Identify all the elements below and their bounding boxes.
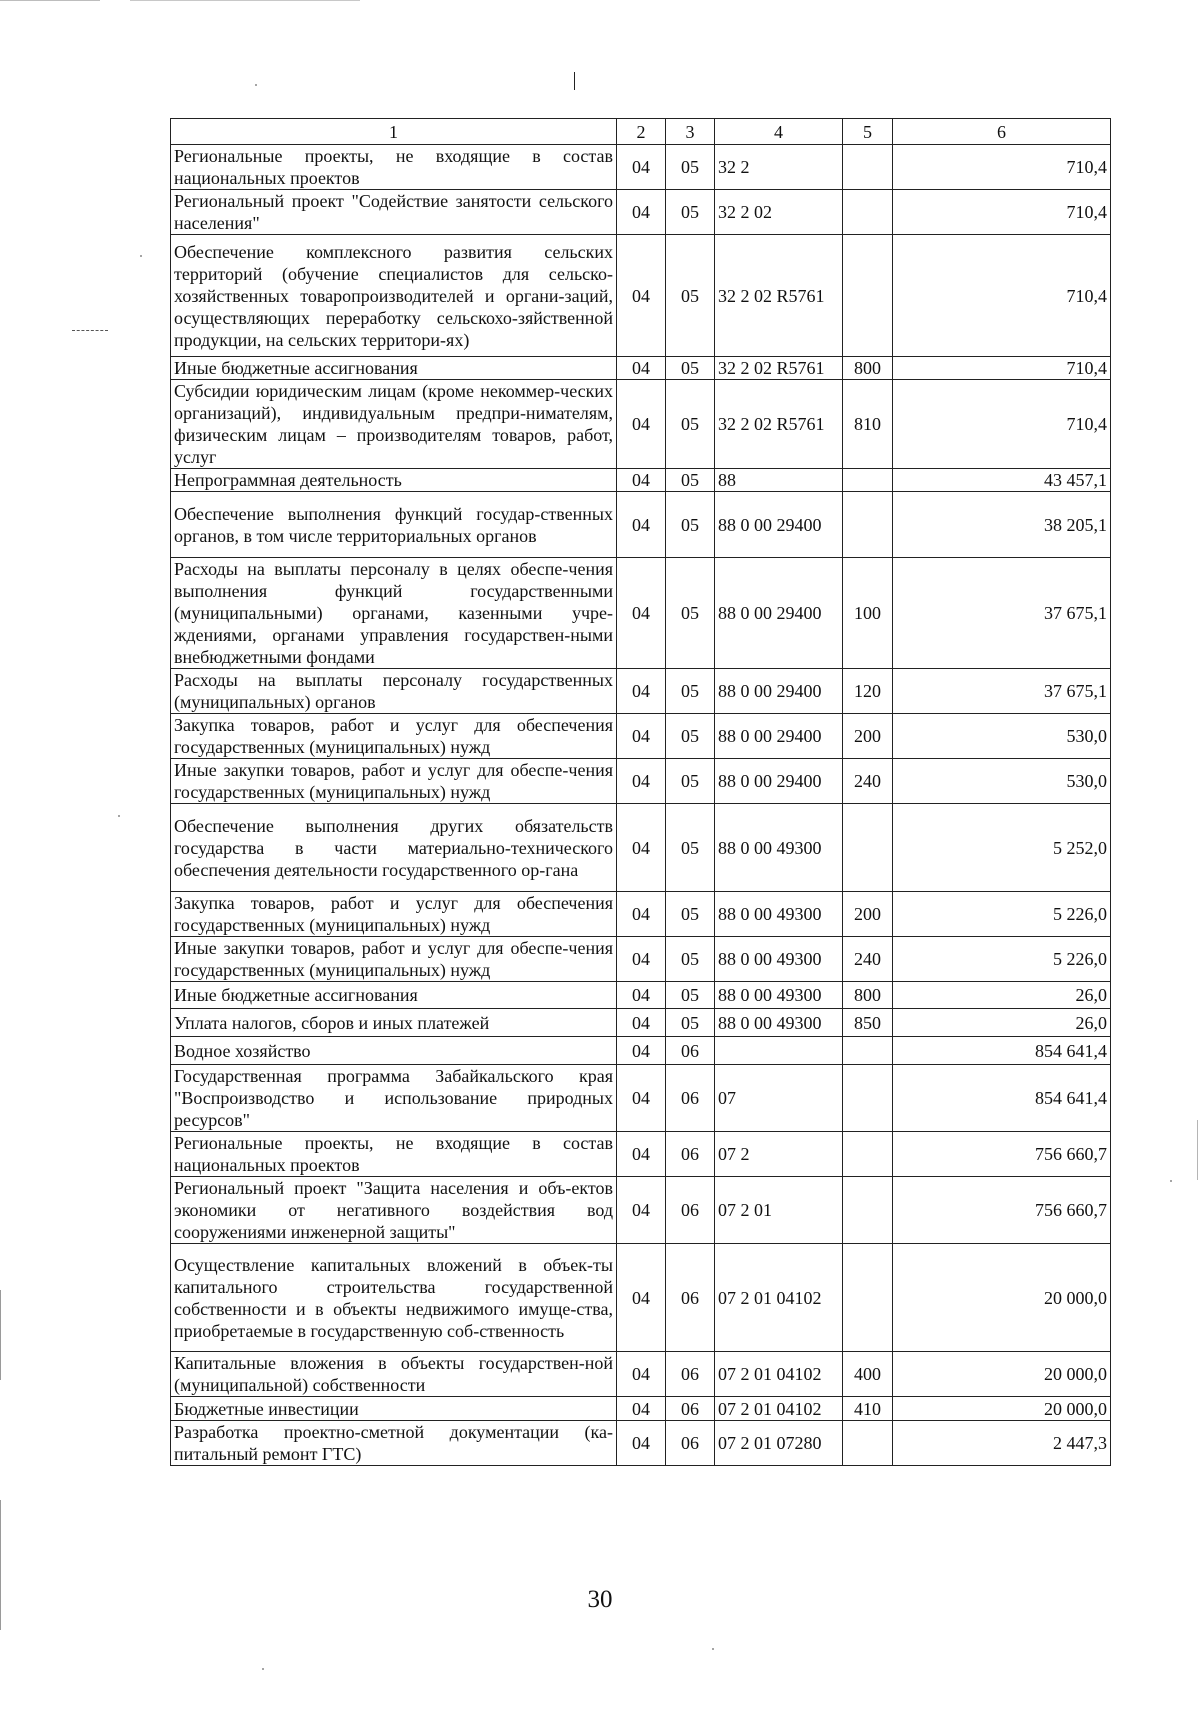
row-amount: 5 252,0 — [893, 804, 1111, 892]
row-target-article-code: 32 2 02 R5761 — [715, 235, 843, 357]
scan-artifact-edge — [1197, 1120, 1198, 1180]
row-section-code: 04 — [617, 759, 666, 804]
table-row — [171, 804, 1111, 892]
table-row — [171, 759, 1111, 804]
row-target-article-code: 07 2 01 04102 — [715, 1244, 843, 1352]
row-description: Иные бюджетные ассигнования — [171, 982, 617, 1009]
table-row — [171, 1352, 1111, 1397]
table-row — [171, 1132, 1111, 1177]
row-description: Региональный проект "Защита населения и объ-ектов экономики от негативного воздействия вод сооружениями инженерной защиты" — [171, 1177, 617, 1244]
scan-artifact-dot — [712, 1648, 714, 1650]
row-expense-type-code: 810 — [843, 380, 893, 469]
row-subsection-code: 05 — [666, 190, 715, 235]
row-expense-type-code: 120 — [843, 669, 893, 714]
row-target-article-code: 88 0 00 49300 — [715, 804, 843, 892]
row-amount: 710,4 — [893, 235, 1111, 357]
row-amount: 20 000,0 — [893, 1352, 1111, 1397]
row-subsection-code: 06 — [666, 1177, 715, 1244]
row-subsection-code: 06 — [666, 1397, 715, 1421]
table-row — [171, 1009, 1111, 1037]
row-description: Иные бюджетные ассигнования — [171, 357, 617, 380]
table-row — [171, 1037, 1111, 1065]
row-expense-type-code — [843, 1421, 893, 1466]
row-subsection-code: 05 — [666, 492, 715, 558]
row-target-article-code: 88 0 00 49300 — [715, 982, 843, 1009]
row-subsection-code: 05 — [666, 469, 715, 492]
row-amount: 5 226,0 — [893, 892, 1111, 937]
row-subsection-code: 06 — [666, 1132, 715, 1177]
row-description: Иные закупки товаров, работ и услуг для обеспе-чения государственных (муниципальных) нужд — [171, 937, 617, 982]
row-target-article-code: 88 0 00 29400 — [715, 558, 843, 669]
table-row — [171, 1177, 1111, 1244]
row-expense-type-code — [843, 1177, 893, 1244]
row-amount: 20 000,0 — [893, 1244, 1111, 1352]
table-row — [171, 1397, 1111, 1421]
row-target-article-code: 07 2 01 07280 — [715, 1421, 843, 1466]
row-section-code: 04 — [617, 469, 666, 492]
table-row — [171, 190, 1111, 235]
row-expense-type-code — [843, 235, 893, 357]
row-target-article-code: 88 0 00 49300 — [715, 892, 843, 937]
table-row — [171, 357, 1111, 380]
row-description: Обеспечение выполнения функций государ-ственных органов, в том числе территориальных органов — [171, 492, 617, 558]
row-description: Расходы на выплаты персоналу в целях обеспе-чения выполнения функций государственными (муниципальными) органами, казенными учре-ждениями, органами управления государствен-ными внебюджетными фондами — [171, 558, 617, 669]
row-amount: 20 000,0 — [893, 1397, 1111, 1421]
row-target-article-code: 07 — [715, 1065, 843, 1132]
row-target-article-code: 07 2 01 — [715, 1177, 843, 1244]
row-amount: 710,4 — [893, 145, 1111, 190]
table-row — [171, 1065, 1111, 1132]
scan-artifact-dot — [262, 1668, 264, 1670]
row-amount: 530,0 — [893, 759, 1111, 804]
table-row — [171, 1244, 1111, 1352]
row-section-code: 04 — [617, 1244, 666, 1352]
row-section-code: 04 — [617, 1177, 666, 1244]
row-target-article-code: 07 2 — [715, 1132, 843, 1177]
row-expense-type-code — [843, 492, 893, 558]
row-subsection-code: 05 — [666, 892, 715, 937]
row-target-article-code: 88 0 00 29400 — [715, 492, 843, 558]
row-section-code: 04 — [617, 1397, 666, 1421]
table-row — [171, 235, 1111, 357]
row-subsection-code: 06 — [666, 1421, 715, 1466]
row-amount: 854 641,4 — [893, 1065, 1111, 1132]
row-expense-type-code: 850 — [843, 1009, 893, 1037]
row-section-code: 04 — [617, 1421, 666, 1466]
table-row — [171, 937, 1111, 982]
row-section-code: 04 — [617, 1009, 666, 1037]
budget-table-body — [171, 119, 1111, 1466]
row-target-article-code: 32 2 02 R5761 — [715, 357, 843, 380]
scan-artifact-mark — [574, 72, 575, 90]
row-amount: 37 675,1 — [893, 558, 1111, 669]
row-target-article-code: 88 0 00 29400 — [715, 759, 843, 804]
row-amount: 710,4 — [893, 357, 1111, 380]
table-row — [171, 714, 1111, 759]
scan-artifact-edge — [0, 1290, 1, 1380]
row-description: Иные закупки товаров, работ и услуг для обеспе-чения государственных (муниципальных) нужд — [171, 759, 617, 804]
row-amount: 26,0 — [893, 982, 1111, 1009]
table-row — [171, 892, 1111, 937]
row-section-code: 04 — [617, 714, 666, 759]
row-amount: 710,4 — [893, 190, 1111, 235]
row-section-code: 04 — [617, 492, 666, 558]
row-description: Региональные проекты, не входящие в состав национальных проектов — [171, 1132, 617, 1177]
row-description: Водное хозяйство — [171, 1037, 617, 1065]
header-cell: 4 — [715, 119, 843, 145]
row-subsection-code: 06 — [666, 1352, 715, 1397]
header-cell: 6 — [893, 119, 1111, 145]
row-expense-type-code: 800 — [843, 982, 893, 1009]
row-target-article-code: 32 2 — [715, 145, 843, 190]
row-description: Осуществление капитальных вложений в объек-ты капитального строительства государственной собственности и в объекты недвижимого имуще-ства, приобретаемые в государственную соб-ственность — [171, 1244, 617, 1352]
row-subsection-code: 05 — [666, 982, 715, 1009]
scan-artifact-top-line — [0, 0, 100, 1]
row-description: Закупка товаров, работ и услуг для обеспечения государственных (муниципальных) нужд — [171, 714, 617, 759]
row-amount: 854 641,4 — [893, 1037, 1111, 1065]
row-target-article-code: 32 2 02 — [715, 190, 843, 235]
row-section-code: 04 — [617, 1132, 666, 1177]
row-section-code: 04 — [617, 1065, 666, 1132]
row-description: Расходы на выплаты персоналу государственных (муниципальных) органов — [171, 669, 617, 714]
row-expense-type-code: 800 — [843, 357, 893, 380]
row-expense-type-code — [843, 1244, 893, 1352]
row-target-article-code: 88 0 00 29400 — [715, 669, 843, 714]
row-subsection-code: 05 — [666, 714, 715, 759]
header-cell: 2 — [617, 119, 666, 145]
page-number: 30 — [587, 1586, 613, 1613]
row-subsection-code: 05 — [666, 558, 715, 669]
table-row — [171, 380, 1111, 469]
row-amount: 530,0 — [893, 714, 1111, 759]
row-expense-type-code: 200 — [843, 892, 893, 937]
row-target-article-code: 07 2 01 04102 — [715, 1397, 843, 1421]
row-section-code: 04 — [617, 1352, 666, 1397]
row-description: Обеспечение выполнения других обязательств государства в части материально-технического обеспечения деятельности государственного ор-гана — [171, 804, 617, 892]
row-amount: 756 660,7 — [893, 1132, 1111, 1177]
row-expense-type-code — [843, 1037, 893, 1065]
table-row — [171, 558, 1111, 669]
row-description: Капитальные вложения в объекты государствен-ной (муниципальной) собственности — [171, 1352, 617, 1397]
row-section-code: 04 — [617, 235, 666, 357]
row-target-article-code: 07 2 01 04102 — [715, 1352, 843, 1397]
row-subsection-code: 06 — [666, 1244, 715, 1352]
row-amount: 5 226,0 — [893, 937, 1111, 982]
row-subsection-code: 05 — [666, 669, 715, 714]
row-target-article-code: 88 — [715, 469, 843, 492]
row-expense-type-code: 200 — [843, 714, 893, 759]
row-expense-type-code — [843, 469, 893, 492]
row-amount: 38 205,1 — [893, 492, 1111, 558]
row-description: Региональный проект "Содействие занятости сельского населения" — [171, 190, 617, 235]
row-section-code: 04 — [617, 380, 666, 469]
row-subsection-code: 05 — [666, 937, 715, 982]
row-expense-type-code: 100 — [843, 558, 893, 669]
table-row — [171, 492, 1111, 558]
row-subsection-code: 05 — [666, 235, 715, 357]
row-expense-type-code — [843, 804, 893, 892]
row-description: Непрограммная деятельность — [171, 469, 617, 492]
scan-artifact-dot — [1170, 1180, 1172, 1182]
row-target-article-code: 32 2 02 R5761 — [715, 380, 843, 469]
row-expense-type-code: 240 — [843, 937, 893, 982]
row-section-code: 04 — [617, 145, 666, 190]
row-expense-type-code: 240 — [843, 759, 893, 804]
row-subsection-code: 05 — [666, 145, 715, 190]
row-expense-type-code: 400 — [843, 1352, 893, 1397]
row-section-code: 04 — [617, 357, 666, 380]
row-expense-type-code: 410 — [843, 1397, 893, 1421]
row-amount: 710,4 — [893, 380, 1111, 469]
row-subsection-code: 05 — [666, 759, 715, 804]
header-cell: 5 — [843, 119, 893, 145]
row-section-code: 04 — [617, 892, 666, 937]
row-amount: 37 675,1 — [893, 669, 1111, 714]
row-subsection-code: 05 — [666, 1009, 715, 1037]
row-description: Уплата налогов, сборов и иных платежей — [171, 1009, 617, 1037]
row-description: Региональные проекты, не входящие в состав национальных проектов — [171, 145, 617, 190]
row-section-code: 04 — [617, 804, 666, 892]
table-row — [171, 982, 1111, 1009]
row-description: Субсидии юридическим лицам (кроме некоммер-ческих организаций), индивидуальным предпри-нимателям, физическим лицам – производителям товаров, работ, услуг — [171, 380, 617, 469]
row-target-article-code: 88 0 00 49300 — [715, 937, 843, 982]
row-subsection-code: 06 — [666, 1065, 715, 1132]
table-row — [171, 1421, 1111, 1466]
row-section-code: 04 — [617, 669, 666, 714]
row-expense-type-code — [843, 145, 893, 190]
scan-artifact-dash — [72, 330, 108, 332]
scan-artifact-dot — [140, 255, 142, 257]
row-description: Разработка проектно-сметной документации (ка-питальный ремонт ГТС) — [171, 1421, 617, 1466]
row-description: Закупка товаров, работ и услуг для обеспечения государственных (муниципальных) нужд — [171, 892, 617, 937]
row-amount: 26,0 — [893, 1009, 1111, 1037]
row-subsection-code: 05 — [666, 804, 715, 892]
scan-artifact-top-line — [130, 0, 360, 1]
row-amount: 43 457,1 — [893, 469, 1111, 492]
row-section-code: 04 — [617, 1037, 666, 1065]
row-subsection-code: 05 — [666, 380, 715, 469]
row-description: Обеспечение комплексного развития сельских территорий (обучение специалистов для сельско-хозяйственных товаропроизводителей и органи-заций, осуществляющих переработку сельскохо-зяйственной продукции, на сельских территори-ях) — [171, 235, 617, 357]
row-description: Бюджетные инвестиции — [171, 1397, 617, 1421]
header-cell: 1 — [171, 119, 617, 145]
row-section-code: 04 — [617, 937, 666, 982]
row-target-article-code — [715, 1037, 843, 1065]
budget-table — [170, 118, 1111, 1466]
row-amount: 756 660,7 — [893, 1177, 1111, 1244]
row-subsection-code: 05 — [666, 357, 715, 380]
header-cell: 3 — [666, 119, 715, 145]
row-expense-type-code — [843, 1065, 893, 1132]
row-amount: 2 447,3 — [893, 1421, 1111, 1466]
row-subsection-code: 06 — [666, 1037, 715, 1065]
row-description: Государственная программа Забайкальского края "Воспроизводство и использование природных ресурсов" — [171, 1065, 617, 1132]
table-row — [171, 145, 1111, 190]
row-expense-type-code — [843, 190, 893, 235]
table-header-row — [171, 119, 1111, 145]
table-row — [171, 669, 1111, 714]
scan-artifact-dot — [118, 815, 120, 817]
row-target-article-code: 88 0 00 49300 — [715, 1009, 843, 1037]
row-expense-type-code — [843, 1132, 893, 1177]
scan-artifact-dot — [255, 84, 257, 86]
table-row — [171, 469, 1111, 492]
row-section-code: 04 — [617, 190, 666, 235]
row-target-article-code: 88 0 00 29400 — [715, 714, 843, 759]
row-section-code: 04 — [617, 558, 666, 669]
row-section-code: 04 — [617, 982, 666, 1009]
